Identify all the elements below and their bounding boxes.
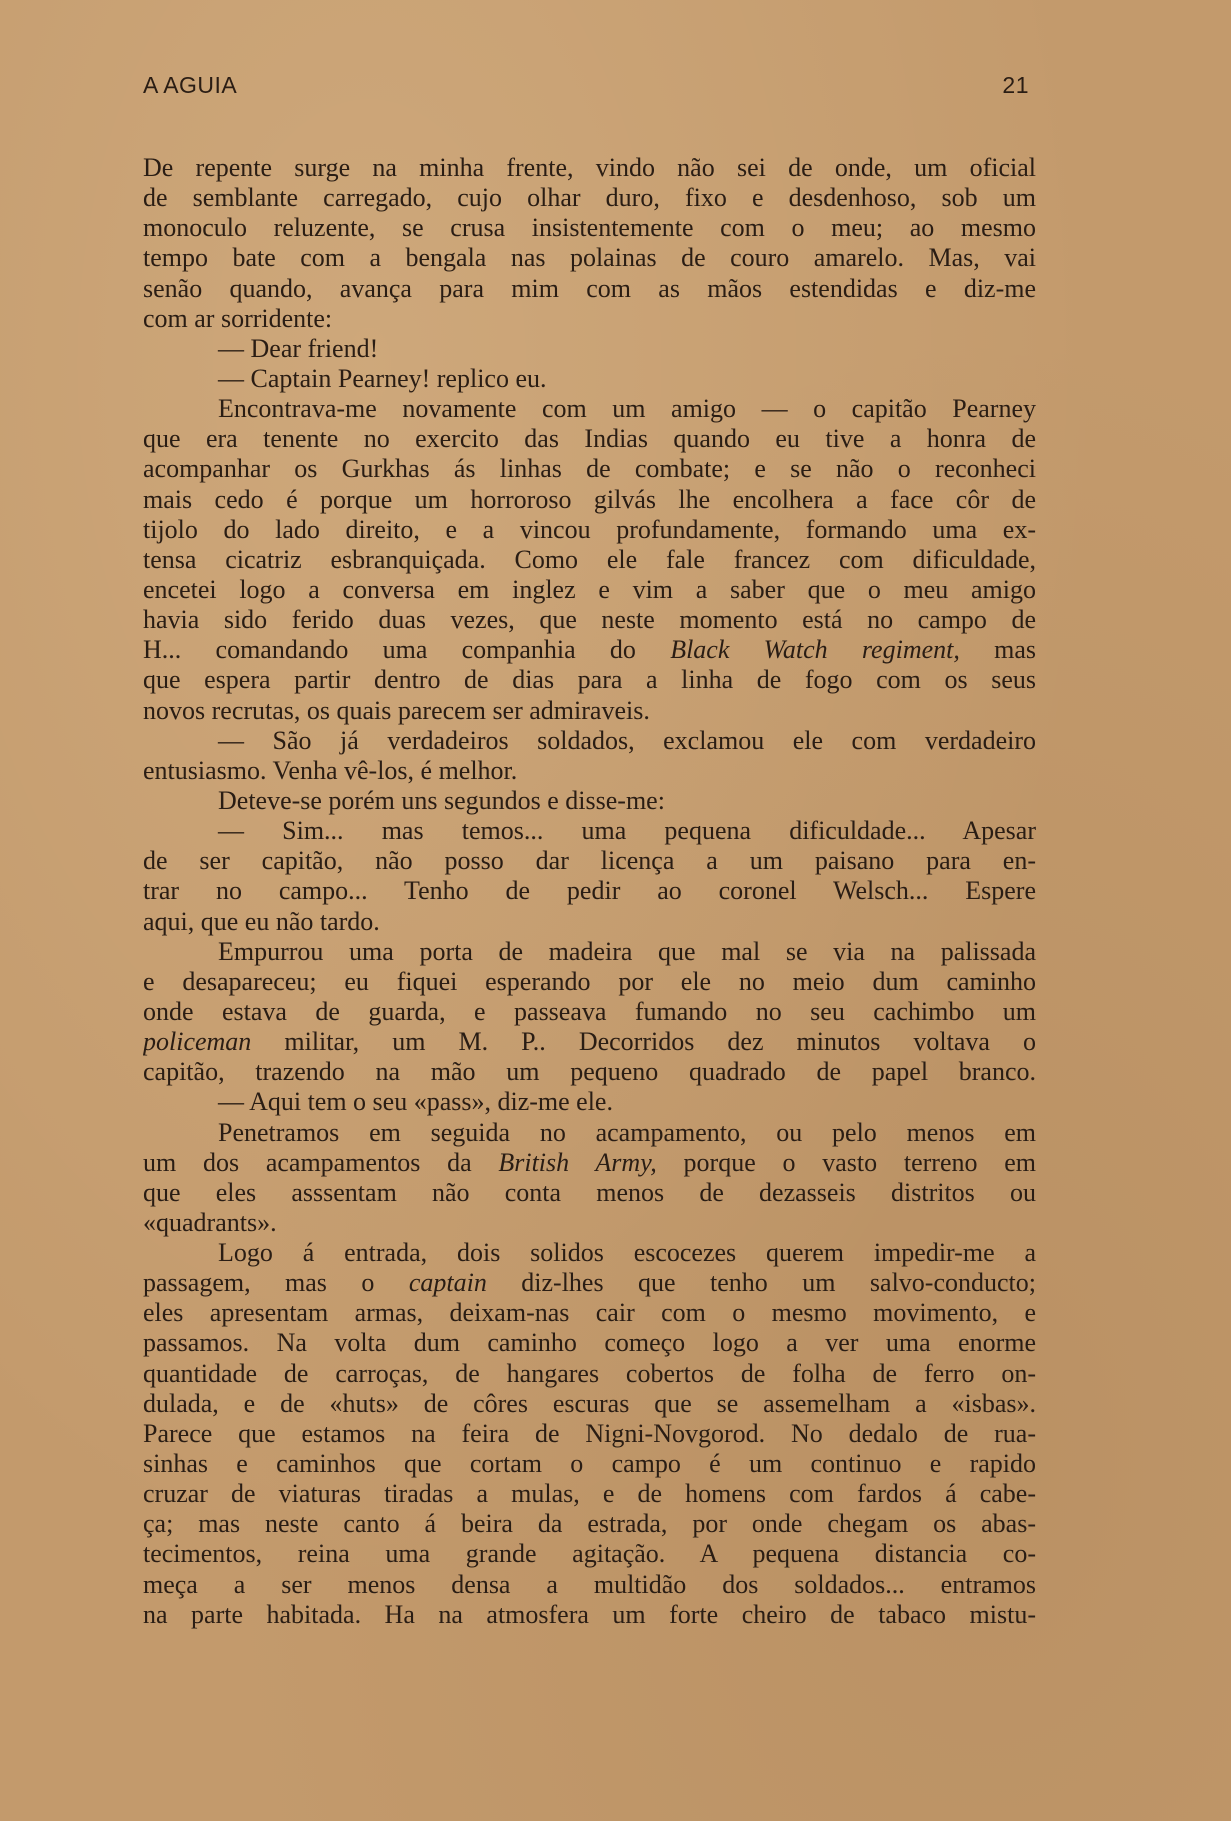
text-line: e desapareceu; eu fiquei esperando por ele no meio dum caminho xyxy=(143,966,1036,996)
text-line: que eles asssentam não conta menos de dezasseis distritos ou xyxy=(143,1177,1036,1207)
text-line: tempo bate com a bengala nas polainas de couro amarelo. Mas, vai xyxy=(143,243,1036,273)
text-line: ça; mas neste canto á beira da estrada, por onde chegam os abas- xyxy=(143,1509,1036,1539)
text-line: Logo á entrada, dois solidos escocezes querem impedir-me a xyxy=(218,1238,1036,1268)
page-header xyxy=(143,72,1029,108)
text-line: novos recrutas, os quais parecem ser admiraveis. xyxy=(143,695,650,725)
italic-segment: policeman xyxy=(143,1027,252,1057)
text-line: Deteve-se porém uns segundos e disse-me: xyxy=(218,785,665,815)
text-line: — Dear friend! xyxy=(218,333,379,363)
text-line: com ar sorridente: xyxy=(143,303,333,333)
italic-segment: British Army, xyxy=(498,1147,657,1177)
running-head: A AGUIA xyxy=(143,72,238,98)
text-line: — São já verdadeiros soldados, exclamou ele com verdadeiro xyxy=(218,725,1036,755)
italic-segment: captain xyxy=(408,1268,487,1298)
page-number: 21 xyxy=(1002,72,1029,98)
text-line: quantidade de carroças, de hangares cobertos de folha de ferro on- xyxy=(143,1358,1036,1388)
text-line: meça a ser menos densa a multidão dos soldados... entramos xyxy=(143,1569,1036,1599)
text-line: de semblante carregado, cujo olhar duro, fixo e desdenhoso, sob um xyxy=(143,183,1036,213)
text-line: tensa cicatriz esbranquiçada. Como ele fale francez com dificuldade, xyxy=(143,544,1036,574)
text-line: mais cedo é porque um horroroso gilvás lhe encolhera a face côr de xyxy=(143,484,1036,514)
text-line: monoculo reluzente, se crusa insistentemente com o meu; ao mesmo xyxy=(143,213,1036,243)
text-line: aqui, que eu não tardo. xyxy=(143,906,380,936)
text-line: trar no campo... Tenho de pedir ao coronel Welsch... Espere xyxy=(143,876,1036,906)
text-line: de ser capitão, não posso dar licença a um paisano para en- xyxy=(143,846,1036,876)
text-line: — Sim... mas temos... uma pequena dificuldade... Apesar xyxy=(218,816,1036,846)
text-segment: mas xyxy=(959,635,1036,665)
text-line: senão quando, avança para mim com as mãos estendidas e diz-me xyxy=(143,273,1036,303)
text-line: Parece que estamos na feira de Nigni-Novgorod. No dedalo de rua- xyxy=(143,1418,1036,1448)
text-line xyxy=(143,1268,1036,1298)
text-line: encetei logo a conversa em inglez e vim a saber que o meu amigo xyxy=(143,574,1036,604)
text-line xyxy=(143,635,1036,665)
text-segment: diz-lhes que tenho um salvo-conducto; xyxy=(486,1268,1036,1298)
text-line: — Aqui tem o seu «pass», diz-me ele. xyxy=(218,1087,613,1117)
text-line: «quadrants». xyxy=(143,1207,277,1237)
text-line: entusiasmo. Venha vê-los, é melhor. xyxy=(143,755,518,785)
text-body xyxy=(143,153,1036,1630)
text-line: cruzar de viaturas tiradas a mulas, e de homens com fardos á cabe- xyxy=(143,1479,1036,1509)
text-line: Empurrou uma porta de madeira que mal se via na palissada xyxy=(218,936,1036,966)
text-segment: porque o vasto terreno em xyxy=(656,1147,1036,1177)
text-line: que era tenente no exercito das Indias quando eu tive a honra de xyxy=(143,424,1036,454)
text-line: tecimentos, reina uma grande agitação. A pequena distancia co- xyxy=(143,1539,1036,1569)
text-segment: H... comandando uma companhia do xyxy=(143,635,671,665)
text-line: que espera partir dentro de dias para a linha de fogo com os seus xyxy=(143,665,1036,695)
text-segment: um dos acampamentos da xyxy=(143,1147,499,1177)
text-segment: militar, um M. P.. Decorridos dez minutos voltava o xyxy=(251,1027,1036,1057)
text-line: De repente surge na minha frente, vindo não sei de onde, um oficial xyxy=(143,153,1036,182)
text-line xyxy=(143,1027,1036,1057)
text-line: na parte habitada. Ha na atmosfera um forte cheiro de tabaco mistu- xyxy=(143,1599,1036,1629)
text-line: acompanhar os Gurkhas ás linhas de combate; e se não o reconheci xyxy=(143,454,1036,484)
text-line: tijolo do lado direito, e a vincou profundamente, formando uma ex- xyxy=(143,514,1036,544)
text-line: eles apresentam armas, deixam-nas cair com o mesmo movimento, e xyxy=(143,1298,1036,1328)
text-line xyxy=(143,1148,1036,1178)
italic-segment: Black Watch regiment, xyxy=(670,635,960,665)
text-line: dulada, e de «huts» de côres escuras que se assemelham a «isbas». xyxy=(143,1388,1036,1418)
text-line: passamos. Na volta dum caminho começo logo a ver uma enorme xyxy=(143,1328,1036,1358)
text-segment: passagem, mas o xyxy=(143,1268,409,1298)
text-line: Penetramos em seguida no acampamento, ou pelo menos em xyxy=(218,1117,1036,1147)
text-line: — Captain Pearney! replico eu. xyxy=(218,363,547,393)
text-line: onde estava de guarda, e passeava fumando no seu cachimbo um xyxy=(143,996,1036,1026)
text-line: sinhas e caminhos que cortam o campo é um continuo e rapido xyxy=(143,1449,1036,1479)
text-line: havia sido ferido duas vezes, que neste momento está no campo de xyxy=(143,605,1036,635)
text-line: capitão, trazendo na mão um pequeno quadrado de papel branco. xyxy=(143,1057,1036,1087)
text-line: Encontrava-me novamente com um amigo — o capitão Pearney xyxy=(218,394,1036,424)
